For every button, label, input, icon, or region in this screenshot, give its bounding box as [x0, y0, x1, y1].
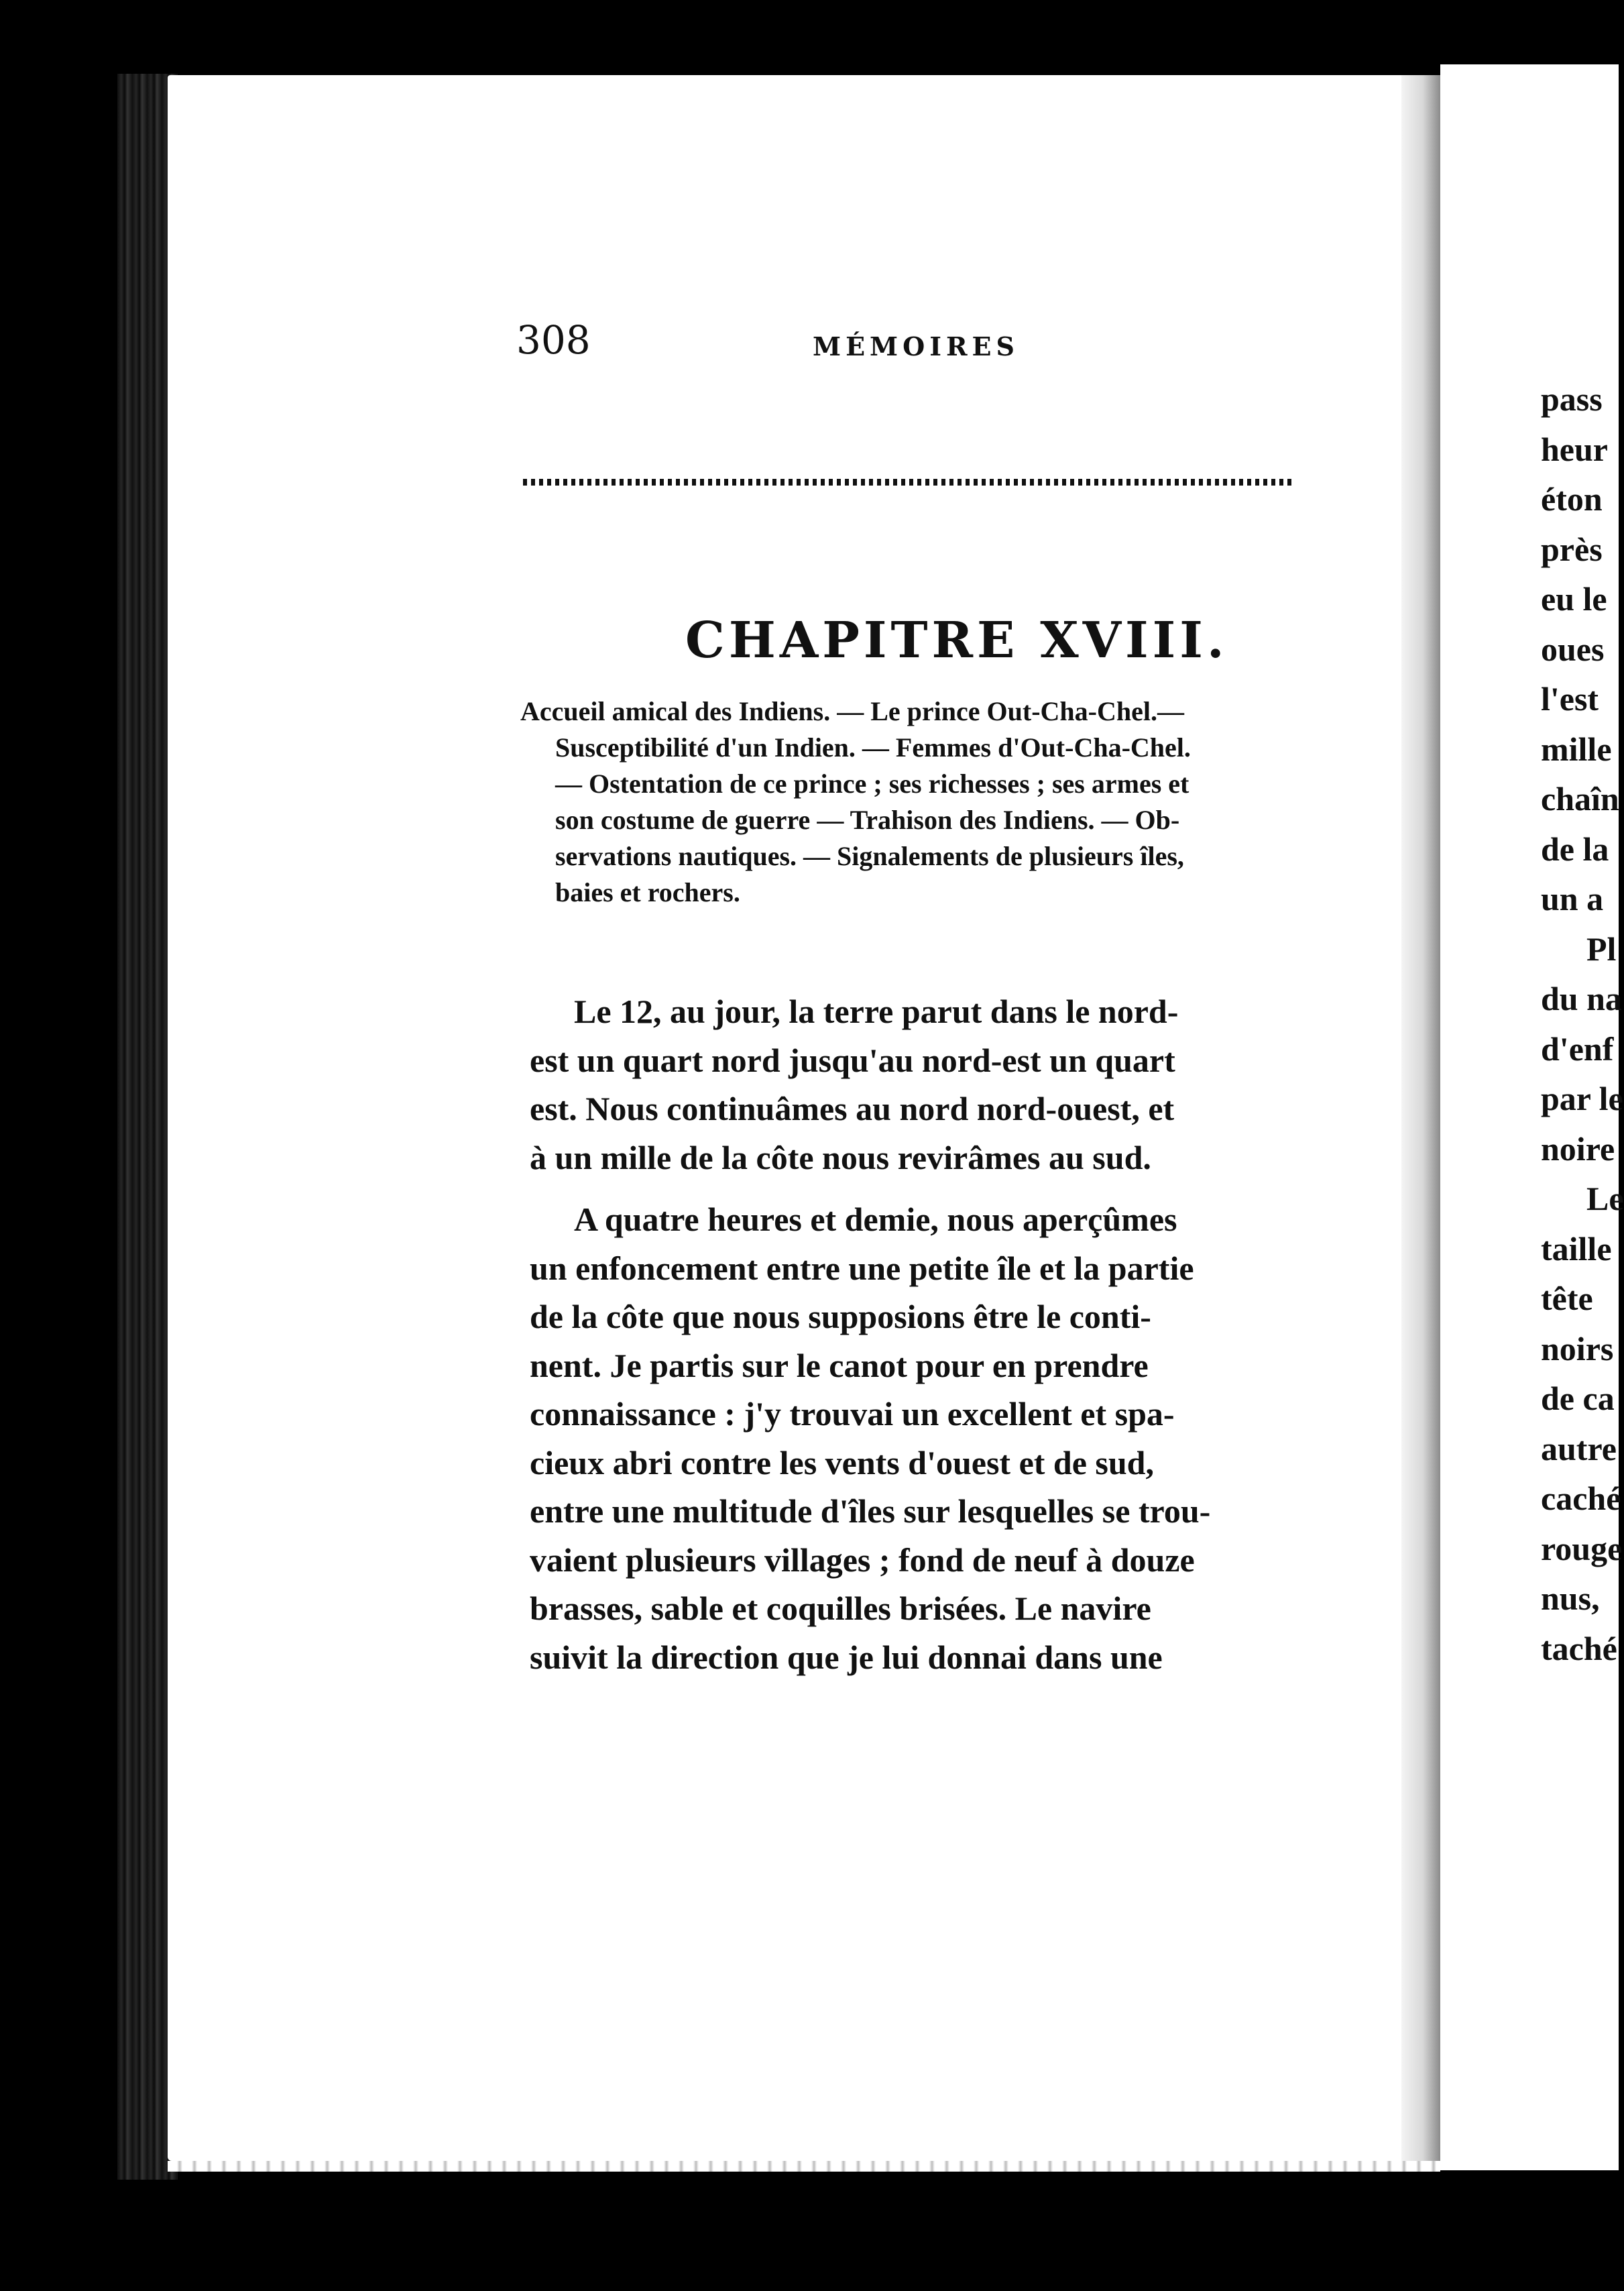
text-fragment: eu le: [1541, 580, 1607, 618]
text-fragment: éton: [1541, 480, 1603, 518]
text-line: un enfoncement entre une petite île et la partie: [530, 1249, 1194, 1287]
text-fragment: autre: [1541, 1429, 1617, 1467]
text-fragment: chaîn: [1541, 780, 1619, 818]
header-rule: [523, 479, 1294, 486]
text-line: est. Nous continuâmes au nord nord-ouest, et: [530, 1090, 1175, 1127]
running-head: MÉMOIRES: [813, 331, 1019, 361]
text-line: vaient plusieurs villages ; fond de neuf à douze: [530, 1541, 1195, 1579]
summary-line: servations nautiques. — Signalements de plusieurs îles,: [555, 841, 1184, 871]
text-fragment: noirs: [1541, 1329, 1614, 1367]
text-fragment: un a: [1541, 880, 1604, 917]
text-fragment: du na: [1541, 980, 1622, 1017]
page-bottom-edge: [168, 2161, 1440, 2172]
body-text: [530, 987, 1321, 1681]
text-fragment: près: [1541, 530, 1603, 568]
text-line: connaissance : j'y trouvai un excellent et spa-: [530, 1395, 1175, 1433]
text-fragment: pass: [1541, 380, 1603, 418]
text-fragment: taille: [1541, 1229, 1612, 1268]
text-line: entre une multitude d'îles sur lesquelles se trou-: [530, 1492, 1211, 1530]
page-gutter: [1401, 75, 1440, 2161]
text-fragment: heur: [1541, 430, 1608, 468]
text-fragment: rouge: [1541, 1529, 1623, 1567]
page-number: 308: [516, 317, 591, 363]
text-line: brasses, sable et coquilles brisées. Le navire: [530, 1589, 1151, 1627]
text-fragment: taché: [1541, 1629, 1617, 1667]
text-line: cieux abri contre les vents d'ouest et de sud,: [530, 1443, 1154, 1482]
chapter-summary: [520, 693, 1312, 911]
text-line: nent. Je partis sur le canot pour en prendre: [530, 1346, 1149, 1384]
text-fragment: Pl: [1586, 930, 1617, 968]
text-line: A quatre heures et demie, nous aperçûmes: [574, 1200, 1177, 1238]
right-page-text: [1541, 374, 1624, 1673]
text-fragment: de la: [1541, 830, 1609, 868]
text-fragment: mille: [1541, 730, 1612, 768]
text-line: de la côte que nous supposions être le conti-: [530, 1298, 1151, 1335]
text-fragment: d'enf: [1541, 1029, 1614, 1068]
text-fragment: tête: [1541, 1280, 1593, 1317]
text-fragment: l'est: [1541, 680, 1599, 718]
text-line: Le 12, au jour, la terre parut dans le nord-: [574, 993, 1179, 1030]
text-fragment: caché: [1541, 1479, 1621, 1517]
text-fragment: de ca: [1541, 1380, 1615, 1417]
text-line: suivit la direction que je lui donnai dans une: [530, 1638, 1163, 1676]
text-fragment: oues: [1541, 630, 1605, 668]
text-fragment: Le: [1586, 1180, 1624, 1217]
paragraph-gap: [530, 1182, 1321, 1195]
summary-line: Susceptibilité d'un Indien. — Femmes d'Out-Cha-Chel.: [555, 732, 1191, 763]
summary-line: baies et rochers.: [555, 877, 740, 907]
text-fragment: nus,: [1541, 1579, 1600, 1617]
summary-line: son costume de guerre — Trahison des Indiens. — Ob-: [555, 805, 1180, 835]
text-line: est un quart nord jusqu'au nord-est un quart: [530, 1041, 1175, 1079]
summary-line: — Ostentation de ce prince ; ses richesses ; ses armes et: [555, 769, 1190, 799]
text-line: à un mille de la côte nous revirâmes au sud.: [530, 1138, 1151, 1176]
text-fragment: par le: [1541, 1080, 1623, 1117]
text-fragment: noire: [1541, 1129, 1615, 1168]
chapter-title: CHAPITRE XVIII.: [685, 612, 1228, 669]
summary-line: Accueil amical des Indiens. — Le prince Out-Cha-Chel.—: [520, 696, 1184, 726]
